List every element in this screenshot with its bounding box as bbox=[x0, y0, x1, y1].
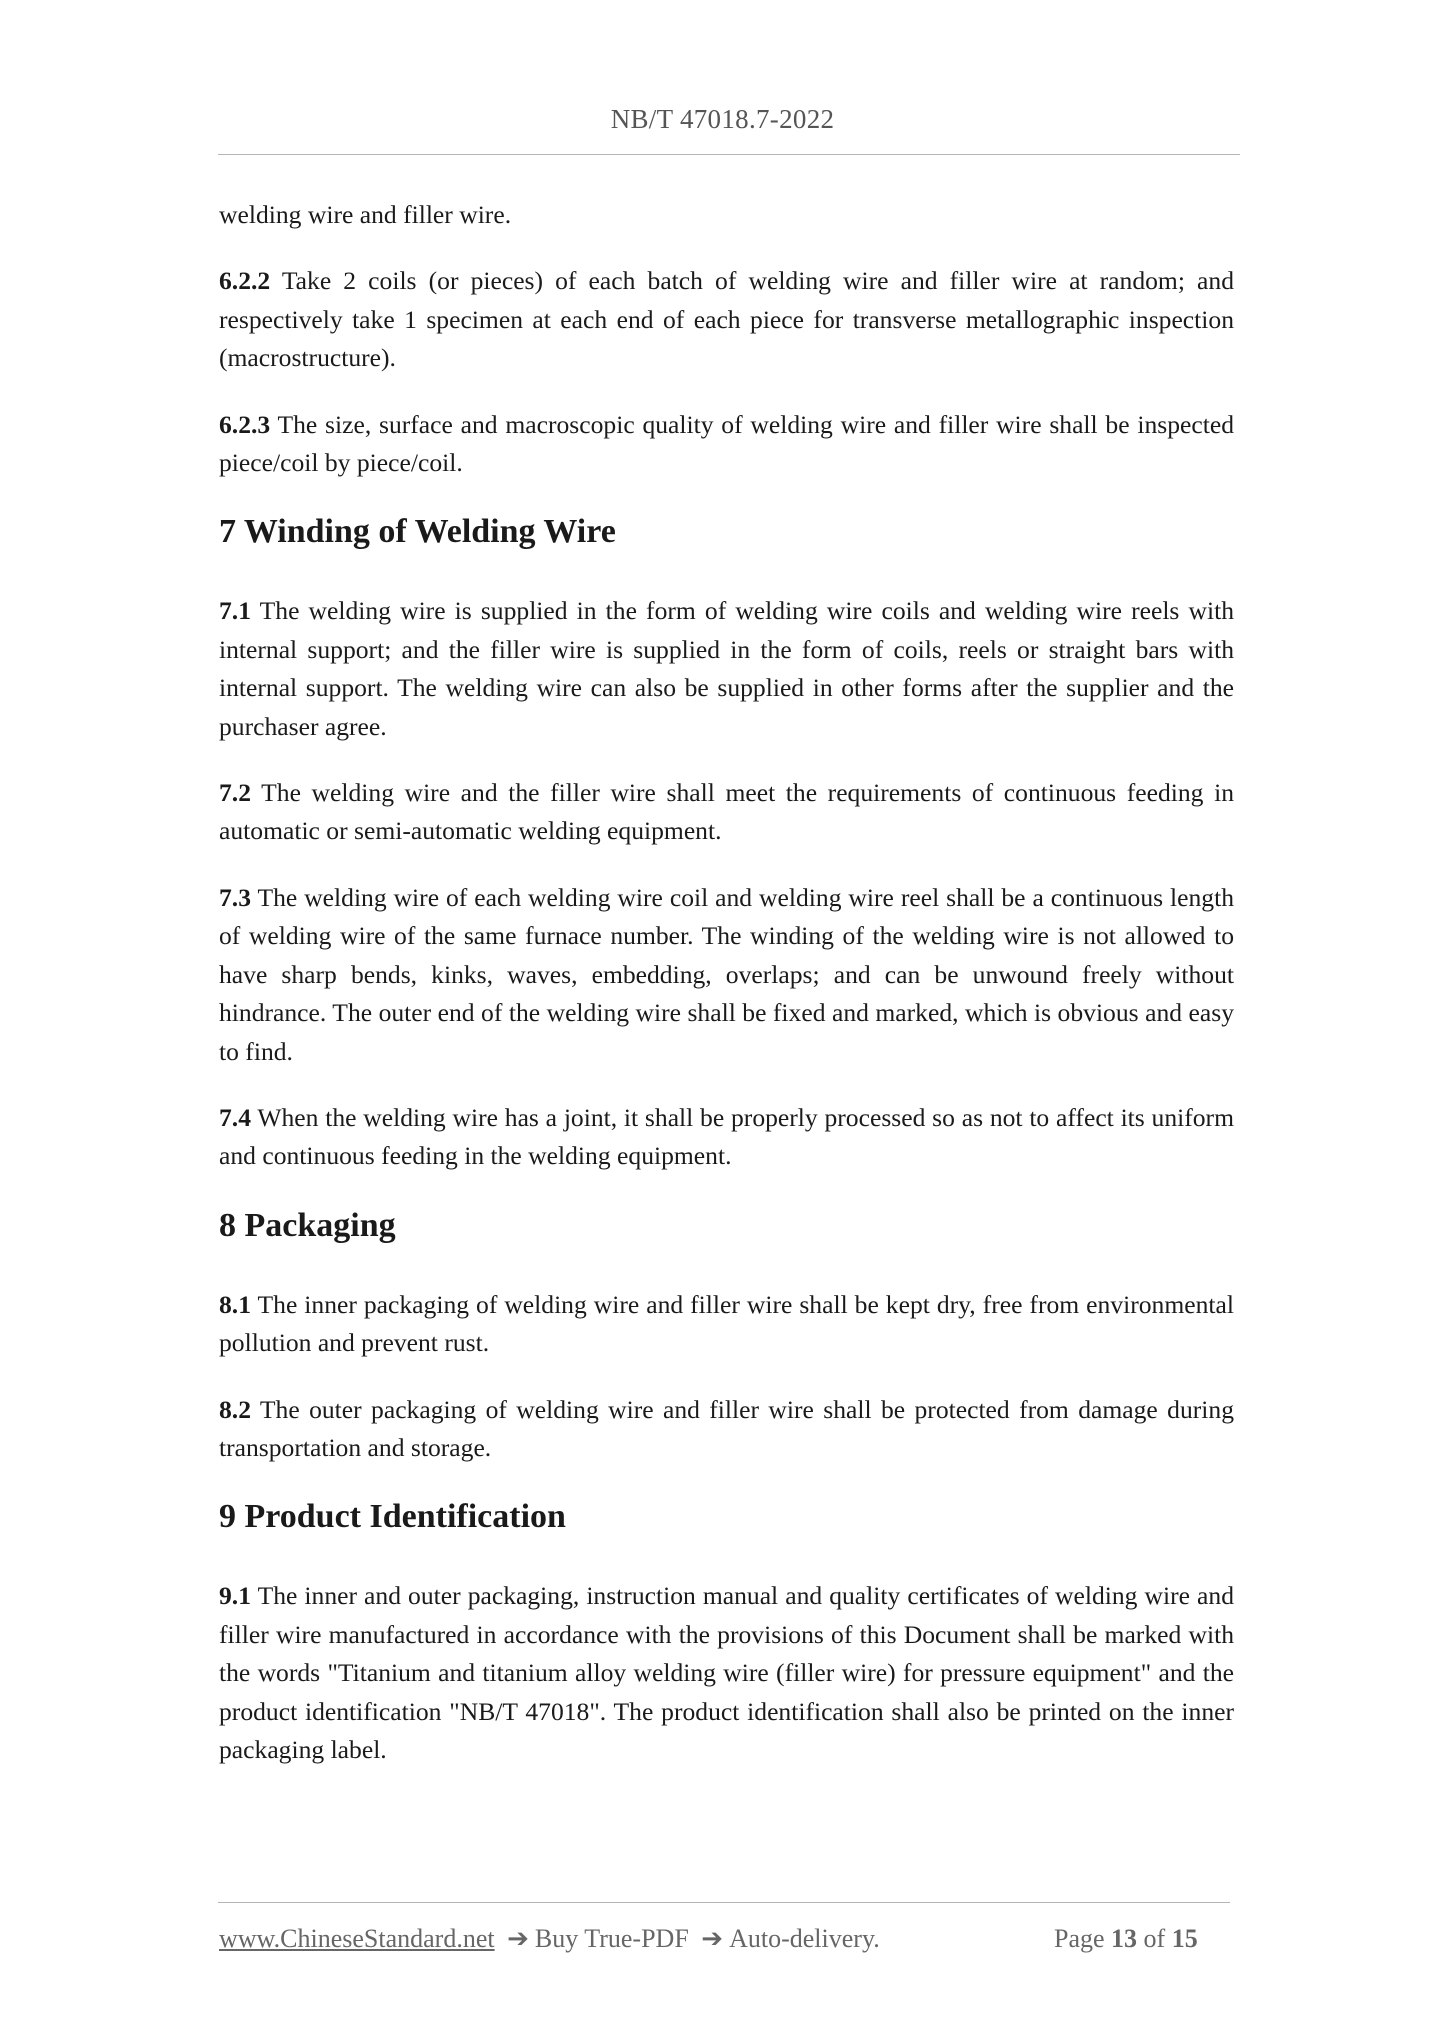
clause-6-2-2 bbox=[219, 262, 1234, 377]
clause-number: 8.2 bbox=[219, 1394, 251, 1424]
clause-7-3 bbox=[219, 879, 1234, 1071]
clause-text: The inner packaging of welding wire and filler wire shall be kept dry, free from environmental pollution and prevent rust. bbox=[219, 1289, 1234, 1358]
clause-8-1 bbox=[219, 1286, 1234, 1363]
clause-8-2 bbox=[219, 1391, 1234, 1468]
total-pages: 15 bbox=[1171, 1924, 1198, 1953]
current-page: 13 bbox=[1111, 1924, 1138, 1953]
clause-text: The welding wire and the filler wire shall meet the requirements of continuous feeding in automatic or semi-automatic welding equipment. bbox=[219, 778, 1234, 846]
page-label: Page bbox=[1054, 1924, 1105, 1953]
buy-true-pdf-text: Buy True-PDF bbox=[534, 1924, 689, 1953]
clause-7-4 bbox=[219, 1099, 1234, 1176]
section-heading-7: 7 Winding of Welding Wire bbox=[219, 513, 616, 551]
section-heading-9: 9 Product Identification bbox=[219, 1498, 566, 1536]
document-code-header: NB/T 47018.7-2022 bbox=[610, 104, 835, 134]
clause-number: 9.1 bbox=[219, 1581, 251, 1611]
clause-text: Take 2 coils (or pieces) of each batch of welding wire and filler wire at random; and respectively take 1 specimen at each end of each piece for transverse metallographic inspection (macrostructure). bbox=[219, 266, 1234, 373]
clause-number: 7.1 bbox=[219, 596, 251, 626]
clause-number: 6.2.2 bbox=[219, 266, 271, 296]
footer-promo bbox=[219, 1924, 880, 1954]
footer-divider bbox=[218, 1902, 1230, 1903]
paragraph-continuation: welding wire and filler wire. bbox=[219, 200, 512, 229]
website-link[interactable]: www.ChineseStandard.net bbox=[219, 1924, 495, 1953]
clause-number: 7.3 bbox=[219, 882, 251, 912]
clause-number: 7.2 bbox=[219, 778, 251, 808]
clause-text: When the welding wire has a joint, it shall be properly processed so as not to affect its uniform and continuous feeding in the welding equipment. bbox=[219, 1102, 1234, 1171]
clause-9-1 bbox=[219, 1577, 1234, 1769]
clause-number: 8.1 bbox=[219, 1289, 251, 1319]
page-number bbox=[1054, 1924, 1198, 1954]
auto-delivery-text: Auto-delivery. bbox=[729, 1924, 880, 1953]
clause-7-1 bbox=[219, 592, 1234, 746]
clause-text: The inner and outer packaging, instruction manual and quality certificates of welding wire and filler wire manufactured in accordance with the provisions of this Document shall be marked with the words "Titanium and titanium alloy welding wire (filler wire) for pressure equipment" and the product identification "NB/T 47018". The product identification shall also be printed on the inner packaging label. bbox=[219, 1581, 1234, 1764]
header-divider bbox=[218, 154, 1240, 155]
clause-number: 7.4 bbox=[219, 1102, 251, 1132]
clause-text: The welding wire of each welding wire coil and welding wire reel shall be a continuous length of welding wire of the same furnace number. The winding of the welding wire is not allowed to have sharp bends, kinks, waves, embedding, overlaps; and can be unwound freely without hindrance. The outer end of the welding wire shall be fixed and marked, which is obvious and easy to find. bbox=[219, 882, 1234, 1066]
of-label: of bbox=[1143, 1924, 1166, 1953]
document-body bbox=[219, 196, 1234, 1797]
clause-number: 6.2.3 bbox=[219, 409, 271, 439]
clause-text: The outer packaging of welding wire and filler wire shall be protected from damage during transportation and storage. bbox=[219, 1394, 1234, 1462]
clause-6-2-3 bbox=[219, 406, 1234, 483]
arrow-right-icon: ➔ bbox=[701, 1924, 724, 1953]
clause-7-2 bbox=[219, 774, 1234, 851]
section-heading-8: 8 Packaging bbox=[219, 1206, 396, 1244]
clause-text: The size, surface and macroscopic quality of welding wire and filler wire shall be inspected piece/coil by piece/coil. bbox=[219, 409, 1234, 478]
arrow-right-icon: ➔ bbox=[507, 1924, 529, 1953]
clause-text: The welding wire is supplied in the form of welding wire coils and welding wire reels with internal support; and the filler wire is supplied in the form of coils, reels or straight bars with internal support. The welding wire can also be supplied in other forms after the supplier and the purchaser agree. bbox=[219, 596, 1234, 741]
